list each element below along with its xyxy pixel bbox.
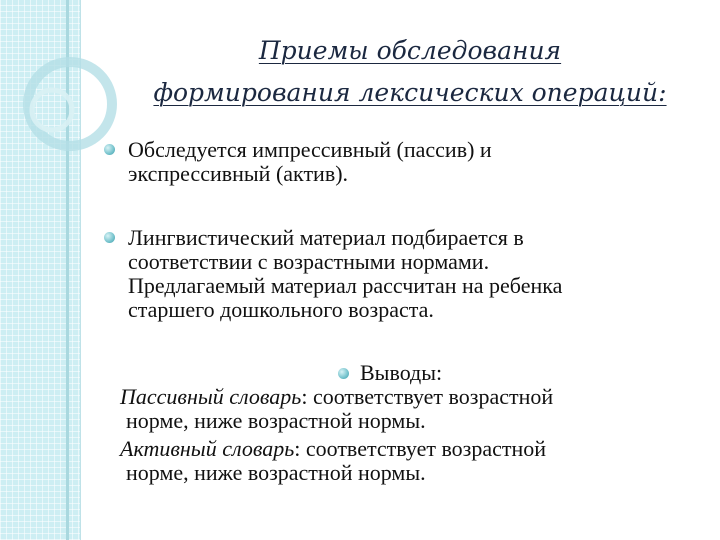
bullet-2-line-4: старшего дошкольного возраста.	[128, 297, 434, 322]
active-vocab-label: Активный словарь	[120, 436, 295, 461]
bullet-2-line-2: соответствии с возрастными нормами.	[128, 249, 490, 274]
passive-vocab-line	[120, 385, 680, 409]
decorative-side-line	[66, 0, 69, 540]
bullet-item-2	[104, 226, 664, 322]
active-vocab-text: : соответствует возрастной	[294, 436, 547, 461]
bullet-dot-icon	[104, 232, 115, 243]
slide-title	[150, 30, 670, 114]
passive-vocab-text: : соответствует возрастной	[301, 384, 554, 409]
passive-vocab-label: Пассивный словарь	[120, 384, 302, 409]
title-line-1: Приемы обследования	[258, 36, 562, 65]
bullet-dot-icon	[338, 368, 349, 379]
conclusions-heading	[120, 361, 680, 385]
bullet-1-line-2: экспрессивный (актив).	[128, 161, 349, 186]
bullet-1-line-1: Обследуется импрессивный (пассив) и	[128, 137, 492, 162]
title-line-2: формирования лексических операций:	[153, 78, 667, 107]
bullet-item-1	[104, 138, 664, 186]
bullet-2-line-1: Лингвистический материал подбирается в	[128, 225, 524, 250]
active-vocab-line-2: норме, ниже возрастной нормы.	[126, 460, 426, 485]
bullet-2-line-3: Предлагаемый материал рассчитан на ребенка	[128, 273, 563, 298]
bullet-dot-icon	[104, 144, 115, 155]
passive-vocab-line-2: норме, ниже возрастной нормы.	[126, 408, 426, 433]
bullet-list	[104, 138, 664, 322]
conclusions-heading-text: Выводы:	[360, 360, 443, 385]
conclusions-block	[120, 361, 680, 485]
active-vocab-line	[120, 437, 680, 461]
